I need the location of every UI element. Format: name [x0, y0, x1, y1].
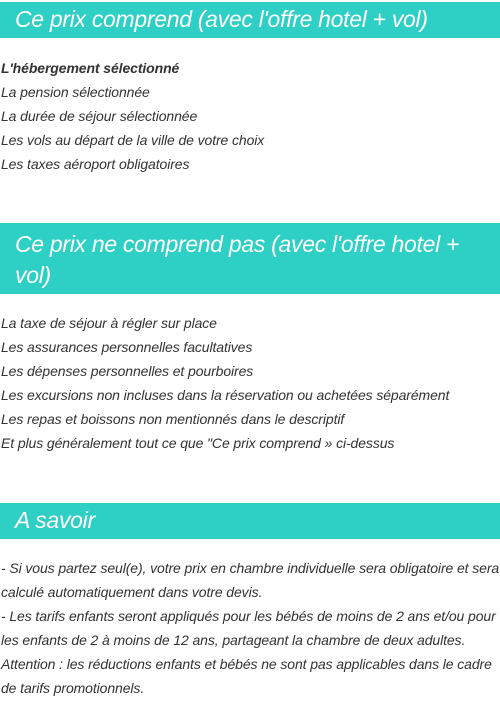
- list-item: Les excursions non incluses dans la réservation ou achetées séparément: [1, 387, 450, 403]
- section-not-included: [0, 223, 500, 455]
- section-title-not-included: Ce prix ne comprend pas (avec l'offre hotel + vol): [0, 223, 500, 294]
- section-included: [0, 2, 500, 176]
- list-item: Les dépenses personnelles et pourboires: [1, 363, 254, 379]
- list-item: La taxe de séjour à régler sur place: [1, 315, 217, 331]
- list-item: L'hébergement sélectionné: [1, 60, 180, 76]
- section-good-to-know: [0, 503, 500, 700]
- list-item: Les vols au départ de la ville de votre choix: [1, 132, 265, 148]
- info-paragraph: - Les tarifs enfants seront appliqués pour les bébés de moins de 2 ans et/ou pour les enfants de 2 à moins de 12 ans, partageant la chambre de deux adultes.: [1, 608, 496, 648]
- list-item: Et plus généralement tout ce que "Ce prix comprend » ci-dessus: [1, 435, 395, 451]
- list-item: Les repas et boissons non mentionnés dans le descriptif: [1, 411, 345, 427]
- section-title-good-to-know: A savoir: [0, 503, 500, 539]
- info-paragraph: - Si vous partez seul(e), votre prix en chambre individuelle sera obligatoire et sera calculé automatiquement dans votre devis.: [1, 560, 500, 600]
- list-item: La pension sélectionnée: [1, 84, 150, 100]
- section-title-included: Ce prix comprend (avec l'offre hotel + vol): [0, 2, 500, 38]
- list-item: La durée de séjour sélectionnée: [1, 108, 198, 124]
- info-paragraph: Attention : les réductions enfants et bébés ne sont pas applicables dans le cadre de tarifs promotionnels.: [1, 656, 492, 696]
- list-item: Les taxes aéroport obligatoires: [1, 156, 190, 172]
- list-item: Les assurances personnelles facultatives: [1, 339, 253, 355]
